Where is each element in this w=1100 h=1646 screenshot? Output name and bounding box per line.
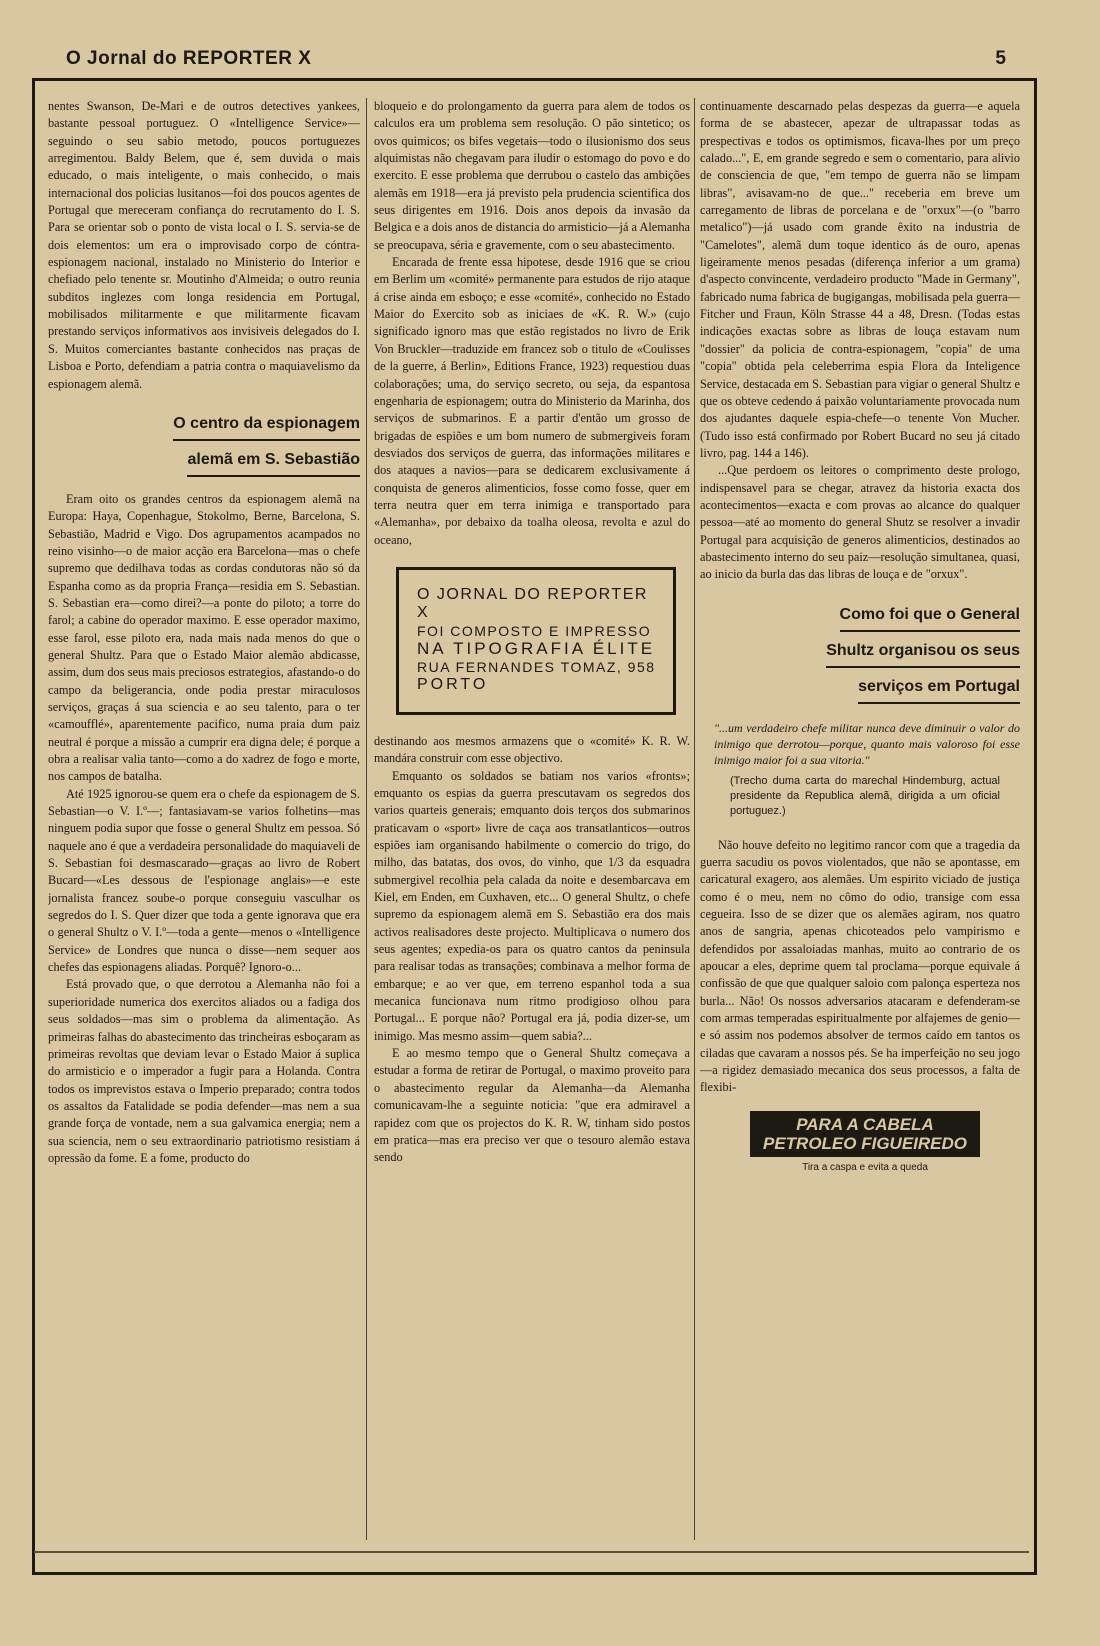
column-rule (694, 98, 695, 1540)
paragraph: destinando aos mesmos armazens que o «comité» K. R. W. mandára construir com esse objectivo. (374, 733, 690, 766)
advertisement (750, 1111, 980, 1176)
imprint-line: PORTO (417, 675, 489, 693)
imprint-line: RUA FERNANDES TOMAZ, 958 (417, 658, 656, 675)
section-heading-line: O centro da espionagem (173, 413, 360, 441)
column-3 (700, 98, 1020, 1538)
column-rule (366, 98, 367, 1540)
paragraph: Não houve defeito no legitimo rancor com que a tragedia da guerra sacudiu os povos violentados, que não se apontasse, em caricatural exagero, aos alemães. Um espirito viciado de justiça como é o meu, nem no cômo do odio, transige com essa cegueira. Isso de se dizer que os alemães agiram, nos quatro anos de sangria, apenas chicoteados pelo vampirismo e defendidos por assaloiadas manhas, muito ao contrario de os apoucar a eles, deprime quem tal proclama—porque equivale á confissão de que que qualquer saloio com palonça esperteza nos burla... Não! Os nossos adversarios atacaram e defenderam-se com armas temperadas espiritualmente por alfajemes de genio—e só assim nos podemos absolver de termos caído em tantos os ciladas que cavaram a nossos pés. Se ha imperfeição no seu jogo—a rigidez demasiado mecanica dos seus processos, a falta de flexibi- (700, 837, 1020, 1095)
page-number: 5 (995, 48, 1006, 69)
paragraph: Está provado que, o que derrotou a Alemanha não foi a superioridade numerica dos exercitos aliados ou a fadiga dos seus soldados—mas sim o problema da alimentação. As primeiras falhas do abastecimento das trincheiras esboçaram as primeiras revoltas que deviam levar o Estado Maior á suplica do armisticio e o imperador a fugir para a Holanda. Contra todos os imprevistos estava o Imperio preparado; contra todos os assaltos da Fatalidade se podia defender—mas nem a sua grande força de vontade, nem a sua galvamica energia; nem a sua sciencia, nem o seu extraordinario patriotismo resistiam á opressão da fome. E a fome, producto do (48, 977, 360, 1165)
paragraph: Eram oito os grandes centros da espionagem alemã na Europa: Haya, Copenhague, Stokolmo, Berne, Barcelona, S. Sebastião, Madrid e Vigo. Dos agrupamentos acampados no reino visinho—o de maior acção era Barcelona—mas o chefe supremo que dedilhava todas as cordas condutoras não só da Espanha como as da propria França—residia em S. Sebastian. S. Sebastian era—como direi?—a ponte do piloto; a torre do farol; a cabine do operador maximo. E esse operador maximo, esse farol, esse piloto era, nada mais nada menos do que o general Shultz. Para que o Estado Maior alemão abdicasse, assim, dum dos seus mais preciosos estrategios, afastando-o do campo da beligerancia, onde podia prestar miraculosos serviços, graças á sua sciencia e ao seu talento, para o ter «camoufflé», aparentemente pacifico, numa praia dum paiz neutral é porque a missão a cumprir era digna dele; é porque a obra a realisar valia tanto—como a do xadrez de fogo e morte, nos campos de batalha. (48, 491, 360, 784)
epigraph-source: (Trecho duma carta do marechal Hindemburg, actual presidente da Republica alemã, dirigida a um oficial portuguez.) (730, 774, 1000, 817)
journal-title: O Jornal do REPORTER X (66, 48, 312, 69)
section-heading (700, 604, 1020, 712)
column-2 (374, 98, 690, 1538)
imprint-line: FOI COMPOSTO E IMPRESSO (417, 622, 652, 639)
section-heading-line: Shultz organisou os seus (826, 640, 1020, 668)
paragraph: bloqueio e do prolongamento da guerra para alem de todos os calculos era um problema sem resolução. O pão sintetico; os ovos quimicos; os bifes vegetais—todo o ilusionismo dos seus alquimistas não chegavam para iludir o estomago do povo e do exercito. E esse problema que derrubou o castelo das ambições alemãs em 1918—era já previsto pela prudencia scientifica dos seus dirigentes em 1916. Dois anos depois da invasão da Belgica e a dois anos de distancia do armisticio—já a Alemanha se preocupava, séria e gravemente, com o seu abastecimento. (374, 99, 690, 252)
imprint-box (396, 567, 676, 715)
ad-line: PARA A CABELA (796, 1114, 934, 1134)
imprint-line: NA TIPOGRAFIA ÉLITE (417, 638, 656, 658)
epigraph-quote: "...um verdadeiro chefe militar nunca deve diminuir o valor do inimigo que derrotou—porque, quanto mais valoroso foi esse inimigo maior foi a sua vitoria." (714, 720, 1020, 767)
bottom-rule (34, 1551, 1029, 1553)
imprint-line: O JORNAL DO REPORTER X (417, 585, 648, 621)
paragraph: Até 1925 ignorou-se quem era o chefe da espionagem de S. Sebastian—o V. I.º—; fantasiavam-se varios folhetins—mas ninguem podia supor que fosse o general Shultz em pessoa. Só naquele ano é que a verdadeira personalidade do maquiaveli de S. Sebastian foi desmascarado—graças ao livro de Robert Bucard—«Les dessous de l'espionage anglais»—e este jornalista francez soube-o porque conseguiu vasculhar os segredos do I. S. Quer dizer que toda a gente ignorava que era o general Shultz o V. I.º—toda a gente—menos o «Intelligence Service» de Londres que nunca o disse—nem sequer aos chefes das espionagens aliadas. Porquê? Ignoro-o... (48, 786, 360, 975)
section-heading (48, 413, 360, 485)
page-header (66, 46, 1006, 74)
column-1 (48, 98, 360, 1538)
paragraph: Encarada de frente essa hipotese, desde 1916 que se criou em Berlim um «comité» permanente para estudos de rijo ataque á crise ainda em esboço; e esse «comité», conhecido no Estado Maior do Exercito sob as iniciaes de «K. R. W.» (cujo significado ignoro mas que estão registados no livro de Erik Von Bruckler—traduzide em francez sob o titulo de «Coulisses de la guerre, á Berlin», Editions France, 1923) requestiou duas colaborações; uma, do serviço secreto, ou seja, da espantosa engenharia de espionagem; outra do Ministerio da Marinha, dos serviços de submarinos. E a partir d'então um grosso de brigadas de espiões e um bom numero de submergiveis foram desviados dos serviços de guerra, das informações militares e dos ataques a navios—para se dedicarem exclusivamente á conquista de generos alimenticios, fosse como fosse, quer em terra neutra quer em terra inimiga e transportado para «Alemanha», por debaixo da toalha oleosa, revolta e azul do oceano, (374, 255, 690, 547)
paragraph: E ao mesmo tempo que o General Shultz começava a estudar a forma de retirar de Portugal, o maximo proveito para o abastecimento regular da Alemanha—da Alemanha comunicavam-lhe a seguinte noticia: "que era admiravel a rapidez com que os projectos do K. R. W, tinham sido postos em pratica—mas era preciso ver que o tesouro alemão estava sendo (374, 1046, 690, 1165)
paragraph: ...Que perdoem os leitores o comprimento deste prologo, indispensavel para se chegar, atravez da historia exacta dos acontecimentos—exacta e com provas ao alcance do qualquer pessoa—até ao momento do general Shutz se resolver a invadir Portugal para acquisição de generos alimenticios, destinados ao abastecimento interno do seu paiz—resolução simultanea, quasi, ao inicio da burla das das libras de louça e de "orxux". (700, 463, 1020, 582)
section-heading-line: alemã em S. Sebastião (187, 449, 360, 477)
ad-tagline: Tira a caspa e evita a queda (802, 1161, 928, 1173)
paragraph: continuamente descarnado pelas despezas da guerra—e aquela forma de se abastecer, apezar de ultrapassar todas as prespectivas e todos os optimismos, ficava-lhes por um preço calado...", E, em grande segredo e sem o comentario, para alivio de consciencia de que, "em tempo de guerra não se limpam libras", avisavam-no de que..." receberia em breve um carregamento de libras de porcelana e de "orxux"—(o "barro metalico")—já usado com grande êxito na industria de "Camelotes", alemã dum toque identico ás de ouro, apenas ligeiramente menos pesadas (diferença inferior a um grama) d'aspecto convincente, verdadeiro producto "Made in Germany", fabricado numa fabrica de bugigangas, mobilisada pela guerra—Fitcher und Fraun, Köln Strasse 44 a 48, Dresn. (Todas estas indicações exactas sobre as libras de louça estavam num "dossier" da policia de contra-espionagem, "copia" de uma "copia" obtida pela celeberrima espia Flora da Inteligence Service, destacada em S. Sebastian para vigiar o general Shultz e que os obteve cedendo á paixão voluntariamente provocada num dos ajudantes daquele espia-chefe—o tenente Von Mucher. (Tudo isso está confirmado por Robert Bucard no seu já citado livro, pag. 144 a 146). (700, 99, 1020, 460)
ad-line: PETROLEO FIGUEIREDO (762, 1133, 968, 1153)
paragraph: Emquanto os soldados se batiam nos varios «fronts»; emquanto os espias da guerra prescutavam os segredos dos varios quarteis generais; emquanto dois terços dos submarinos praticavam o «sport» livre de caça aos transatlanticos—outros espiões iam organisando habilmente o comercio do trigo, do milho, das batatas, dos ovos, do vinho, que 1/3 da esquadra submergivel recolhia pela calada da noite e desembarcava em Kiel, em Enden, em Cuxhaven, etc... O general Shultz, o chefe supremo da espionagem alemã em S. Sebastião era dos mais activos realisadores deste projecto. Multiplicava o numero dos seus agentes; expedia-os para os quatro cantos da peninsula para realisar todas as transações; combinava a melhor forma de embarque; e ao ver que, em terreno espanhol toda a sua mecanica funcionava num ritmo prodigioso olhou para Portugal... E porque não? Portugal era já, podia dizer-se, um inimigo. Mas mesmo assim—quem sabia?... (374, 768, 690, 1043)
section-heading-line: serviços em Portugal (858, 676, 1020, 704)
paragraph: nentes Swanson, De-Mari e de outros detectives yankees, bastante pessoal portuguez. O «Intelligence Service»—seguindo o seu sabio metodo, poucos portuguezes arregimentou. Baldy Belem, que é, sem duvida o mais educado, o mais inteligente, o mais conhecido, o mais internacional dos policias lusitanos—foi dos poucos agentes de Portugal que mereceram confiança do recrutamento do I. S. Para se orientar sob o ponto de vista local o I. S. servia-se de dois elementos: um era o improvisado corpo de cóntra-espionagem nacional, instalado no Ministerio do Interior e chefiado pelo tenente sr. Moutinho d'Almeida; o outro reunia subditos inglezes com longa residencia em Portugal, mobilisados militarmente e que militarmente ficavam prestando serviços informativos aos invisiveis delegados do I. S. Muitos comerciantes bastante conhecidos nas praças de Lisboa e Porto, defendiam a patria contra o maquiavelismo da espionagem alemã. (48, 99, 360, 391)
section-heading-line: Como foi que o General (840, 604, 1020, 632)
ad-banner (750, 1111, 980, 1157)
